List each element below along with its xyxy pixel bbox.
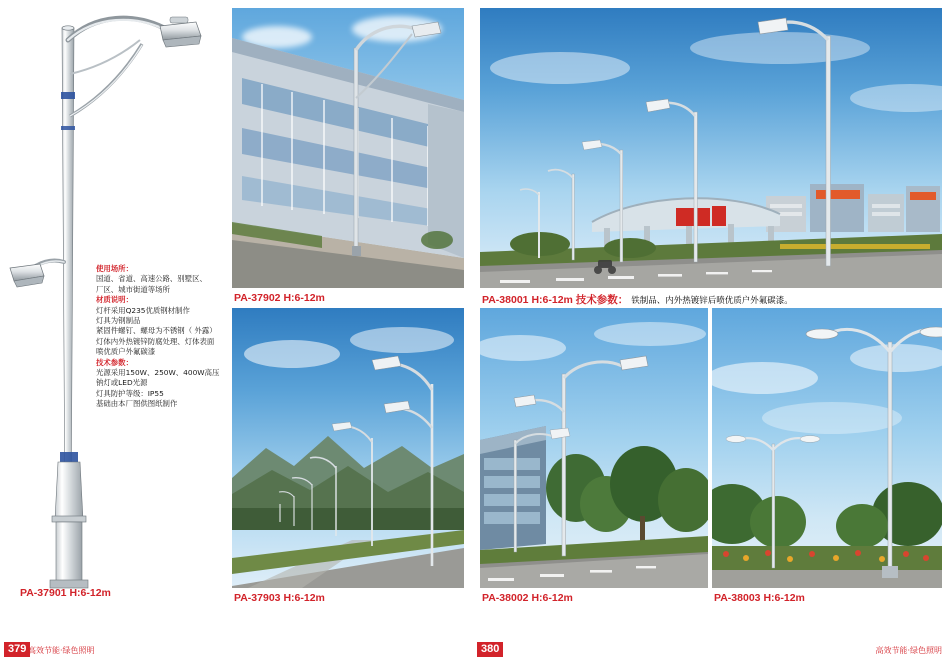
specification-text xyxy=(96,264,228,410)
spec-tech-line-3: 基础由本厂图供图纸制作 xyxy=(96,399,178,409)
page-number-left: 379 xyxy=(4,642,30,657)
height-pa-37902: H:6-12m xyxy=(283,292,325,304)
spec-tech-line-0: 光源采用150W、250W、400W高压 xyxy=(96,368,220,378)
photo-pa-37903 xyxy=(232,308,464,588)
height-pa-38001: H:6-12m xyxy=(531,294,573,306)
spec-material-line-3: 灯体内外热镀锌防腐处理、灯体表面 xyxy=(96,336,215,346)
spec-material-line-0: 灯杆采用Q235优质钢材制作 xyxy=(96,305,190,315)
page-footer xyxy=(0,639,950,659)
page-number-right: 380 xyxy=(477,642,503,657)
height-pa-38003: H:6-12m xyxy=(763,592,805,604)
spec-material-line-2: 紧固件螺钉、螺母为不锈钢（ 外露） xyxy=(96,326,217,336)
code-pa-38001: PA-38001 xyxy=(482,294,529,306)
spec-tech-line-1: 钠灯或LED光源 xyxy=(96,378,148,388)
photo-pa-38003 xyxy=(712,308,942,588)
caption-pa-37901 xyxy=(20,587,111,599)
photo-pa-38002 xyxy=(480,308,708,588)
photo-pa-37902 xyxy=(232,8,464,288)
code-pa-37902: PA-37902 xyxy=(234,292,281,304)
height-pa-38002: H:6-12m xyxy=(531,592,573,604)
footer-note-right: 高效节能·绿色照明 xyxy=(875,646,942,655)
code-pa-37901: PA-37901 xyxy=(20,587,67,599)
caption-pa-37902 xyxy=(234,292,325,304)
spec-usage-title: 使用场所： xyxy=(96,264,133,273)
spec-material-line-1: 灯具为钢制品 xyxy=(96,316,141,326)
code-pa-37903: PA-37903 xyxy=(234,592,281,604)
page-spine xyxy=(474,0,476,659)
spec-material-line-4: 喷优质户外氟碳漆 xyxy=(96,347,156,357)
code-pa-38003: PA-38003 xyxy=(714,592,761,604)
caption-pa-38003 xyxy=(714,592,805,604)
height-pa-37903: H:6-12m xyxy=(283,592,325,604)
footer-note-left: 高效节能·绿色照明 xyxy=(28,646,95,655)
caption-pa-37903 xyxy=(234,592,325,604)
spec-usage-line-0: 国道、省道、高速公路、别墅区、 xyxy=(96,274,207,284)
note-text-pa-38001: 铁制品、内外热镀锌后喷优质户外氟碳漆。 xyxy=(631,295,793,305)
caption-pa-38002 xyxy=(482,592,573,604)
code-pa-38002: PA-38002 xyxy=(482,592,529,604)
photo-pa-38001 xyxy=(480,8,942,288)
spec-tech-line-2: 灯具防护等级：IP55 xyxy=(96,388,164,398)
caption-pa-38001 xyxy=(482,292,793,307)
spec-material-title: 材质说明： xyxy=(96,295,133,305)
spec-usage-line-1: 厂区、城市街道等场所 xyxy=(96,284,170,294)
note-label-pa-38001: 技术参数： xyxy=(575,294,629,306)
spec-tech-title: 技术参数： xyxy=(96,357,133,367)
height-pa-37901: H:6-12m xyxy=(69,587,111,599)
